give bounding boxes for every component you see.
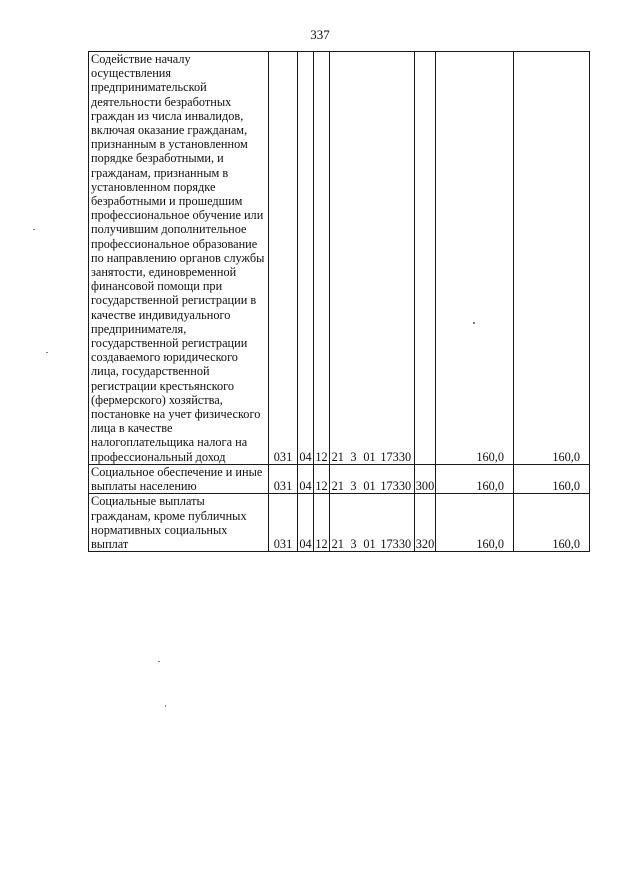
program-code: 21 xyxy=(330,494,346,552)
amount-1: 160,0 xyxy=(436,52,514,465)
ministry-code: 031 xyxy=(269,494,298,552)
table-row xyxy=(89,464,590,493)
event-code: 01 xyxy=(362,464,378,493)
subsection-code: 12 xyxy=(314,494,330,552)
amount-2: 160,0 xyxy=(514,494,590,552)
expense-type-code: 300 xyxy=(415,464,436,493)
subprogram-code: 3 xyxy=(346,494,362,552)
scan-speck xyxy=(165,705,166,707)
page-number: 337 xyxy=(310,27,330,42)
scan-speck xyxy=(46,352,48,353)
scan-speck xyxy=(158,661,160,662)
subsection-code: 12 xyxy=(314,464,330,493)
amount-1: 160,0 xyxy=(436,464,514,493)
expense-type-code xyxy=(415,52,436,465)
table-row xyxy=(89,52,590,465)
ministry-code: 031 xyxy=(269,52,298,465)
subprogram-code: 3 xyxy=(346,464,362,493)
ministry-code: 031 xyxy=(269,464,298,493)
section-code: 04 xyxy=(298,494,314,552)
program-code: 21 xyxy=(330,464,346,493)
direction-code: 17330 xyxy=(378,494,415,552)
amount-2: 160,0 xyxy=(514,52,590,465)
subprogram-code: 3 xyxy=(346,52,362,465)
subsection-code: 12 xyxy=(314,52,330,465)
direction-code: 17330 xyxy=(378,52,415,465)
table-row xyxy=(89,494,590,552)
budget-table xyxy=(88,51,590,552)
section-code: 04 xyxy=(298,52,314,465)
scan-speck xyxy=(473,322,475,324)
direction-code: 17330 xyxy=(378,464,415,493)
event-code: 01 xyxy=(362,52,378,465)
row-description: Социальные выплаты гражданам, кроме публичных нормативных социальных выплат xyxy=(89,494,269,552)
scan-speck xyxy=(33,229,35,230)
expense-type-code: 320 xyxy=(415,494,436,552)
amount-2: 160,0 xyxy=(514,464,590,493)
event-code: 01 xyxy=(362,494,378,552)
program-code: 21 xyxy=(330,52,346,465)
amount-1: 160,0 xyxy=(436,494,514,552)
section-code: 04 xyxy=(298,464,314,493)
row-description: Содействие началу осуществления предпринимательской деятельности безработных граждан из числа инвалидов, включая оказание гражданам, признанным в установленном порядке безработными, и гражданам, признанным в установленном порядке безработными и прошедшим профессиональное обучение или получившим дополнительное профессиональное образование по направлению органов службы занятости, единовременной финансовой помощи при государственной регистрации в качестве индивидуального предпринимателя, государственной регистрации создаваемого юридического лица, государственной регистрации крестьянского (фермерского) хозяйства, постановке на учет физического лица в качестве налогоплательщика налога на профессиональный доход xyxy=(89,52,269,465)
row-description: Социальное обеспечение и иные выплаты населению xyxy=(89,464,269,493)
